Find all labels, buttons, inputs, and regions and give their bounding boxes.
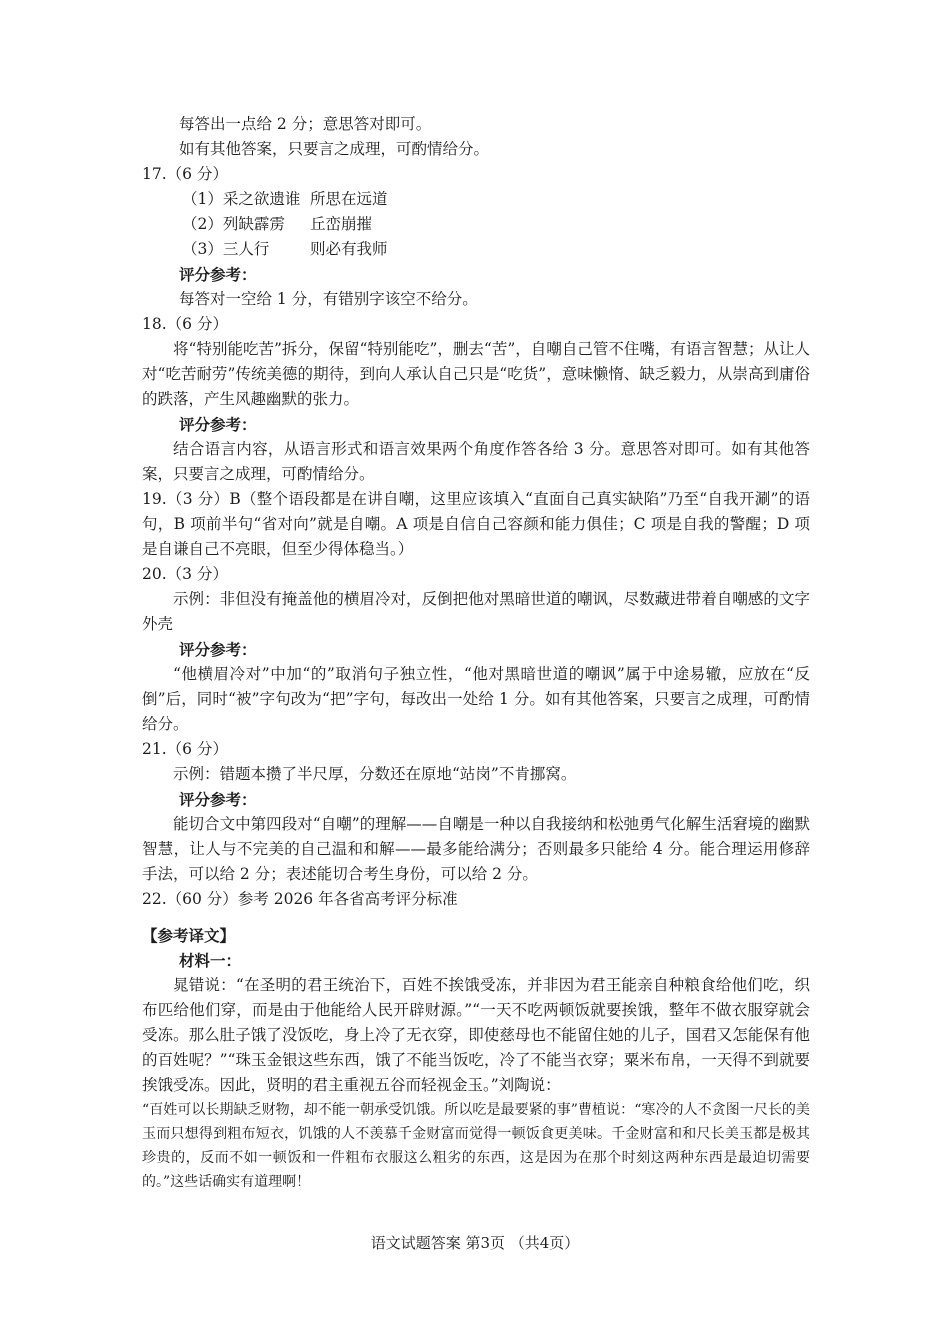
q22-answer: 22.（60 分）参考 2026 年各省高考评分标准 xyxy=(142,890,458,908)
material-one-label: 材料一： xyxy=(179,951,242,970)
q17-ref: 每答对一空给 1 分，有错别字该空不给分。 xyxy=(179,290,478,308)
q17-number: 17.（6 分） xyxy=(142,165,228,183)
section-gap xyxy=(142,912,810,923)
q21-number: 21.（6 分） xyxy=(142,740,228,758)
q19-answer: 19.（3 分）B（整个语段都是在讲自嘲，这里应该填入“直面自己真实缺陷”乃至“自我开涮”的语句，B 项前半句“省对向”就是自嘲。A 项是自信自己容颜和能力俱佳；C 项是自我的警醒；D 项是自谦自己不亮眼，但至少得体稳当。） xyxy=(142,490,810,558)
q17-item-label: （3）三人行 xyxy=(182,240,270,258)
q17-item-3 xyxy=(142,237,810,262)
q20-example: 示例：非但没有掩盖他的横眉冷对，反倒把他对黑暗世道的嘲讽，尽数藏进带着自嘲感的文字外壳 xyxy=(142,590,810,633)
q17-item-label: （1）采之欲遗谁 xyxy=(182,190,301,208)
q17-item-answer: 丘峦崩摧 xyxy=(310,215,373,233)
translation-title: 【参考译文】 xyxy=(142,926,236,945)
scoring-note: 每答出一点给 2 分；意思答对即可。 xyxy=(179,115,432,133)
q21-ref-title: 评分参考： xyxy=(179,790,257,809)
q18-number: 18.（6 分） xyxy=(142,315,228,333)
q17-item-1 xyxy=(142,187,810,212)
q20-number: 20.（3 分） xyxy=(142,565,228,583)
translation-paragraph-cont: “百姓可以长期缺乏财物，却不能一朝承受饥饿。所以吃是最要紧的事”曹植说：“寒冷的人不贪图一尺长的美玉而只想得到粗布短衣，饥饿的人不羡慕千金财富而觉得一顿饭食更美味。千金财富和和尺长美玉都是极其珍贵的，反而不如一顿饭和一件粗布衣服这么粗劣的东西，这是因为在那个时刻这两种东西是最迫切需要的。”这些话确实有道理啊！ xyxy=(142,1102,810,1190)
page-footer: 语文试题答案 第3页 （共4页） xyxy=(370,1234,580,1252)
q21-ref: 能切合文中第四段对“自嘲”的理解——自嘲是一种以自我接纳和松弛勇气化解生活窘境的幽默智慧，让人与不完美的自己温和和解——最多能给满分；否则最多只能给 4 分。能合理运用修辞手法，可以给 2 分；表述能切合考生身份，可以给 2 分。 xyxy=(142,815,810,883)
q18-ref: 结合语言内容，从语言形式和语言效果两个角度作答各给 3 分。意思答对即可。如有其他答案，只要言之成理，可酌情给分。 xyxy=(142,440,810,483)
q20-ref-title: 评分参考： xyxy=(179,640,257,659)
q17-item-answer: 则必有我师 xyxy=(310,240,388,258)
q17-ref-title: 评分参考： xyxy=(179,265,257,284)
q17-item-answer: 所思在远道 xyxy=(310,190,388,208)
q18-answer: 将“特别能吃苦”拆分，保留“特别能吃”，删去“苦”，自嘲自己管不住嘴，有语言智慧；从让人对“吃苦耐劳”传统美德的期待，到向人承认自己只是“吃货”，意味懒惰、缺乏毅力，从崇高到庸俗的跌落，产生风趣幽默的张力。 xyxy=(142,340,810,408)
q17-item-2 xyxy=(142,212,810,237)
scoring-note: 如有其他答案，只要言之成理，可酌情给分。 xyxy=(179,140,490,158)
q20-ref: “他横眉冷对”中加“的”取消句子独立性，“他对黑暗世道的嘲讽”属于中途易辙，应放在“反倒”后，同时“被”字句改为“把”字句，每改出一处给 1 分。如有其他答案，只要言之成理，可酌情给分。 xyxy=(142,665,810,733)
page-content xyxy=(142,112,810,1194)
q18-ref-title: 评分参考： xyxy=(179,415,257,434)
q17-item-label: （2）列缺霹雳 xyxy=(182,215,285,233)
translation-paragraph: 晁错说：“在圣明的君王统治下，百姓不挨饿受冻，并非因为君王能亲自种粮食给他们吃，织布匹给他们穿，而是由于他能给人民开辟财源。”“一天不吃两顿饭就要挨饿，整年不做衣服穿就会受冻。那么肚子饿了没饭吃，身上冷了无衣穿，即使慈母也不能留住她的儿子，国君又怎能保有他的百姓呢？”“珠玉金银这些东西，饿了不能当饭吃，冷了不能当衣穿；粟米布帛，一天得不到就要挨饿受冻。因此，贤明的君主重视五谷而轻视金玉。”刘陶说： xyxy=(142,976,810,1094)
q21-example: 示例：错题本攒了半尺厚，分数还在原地“站岗”不肯挪窝。 xyxy=(173,765,577,783)
